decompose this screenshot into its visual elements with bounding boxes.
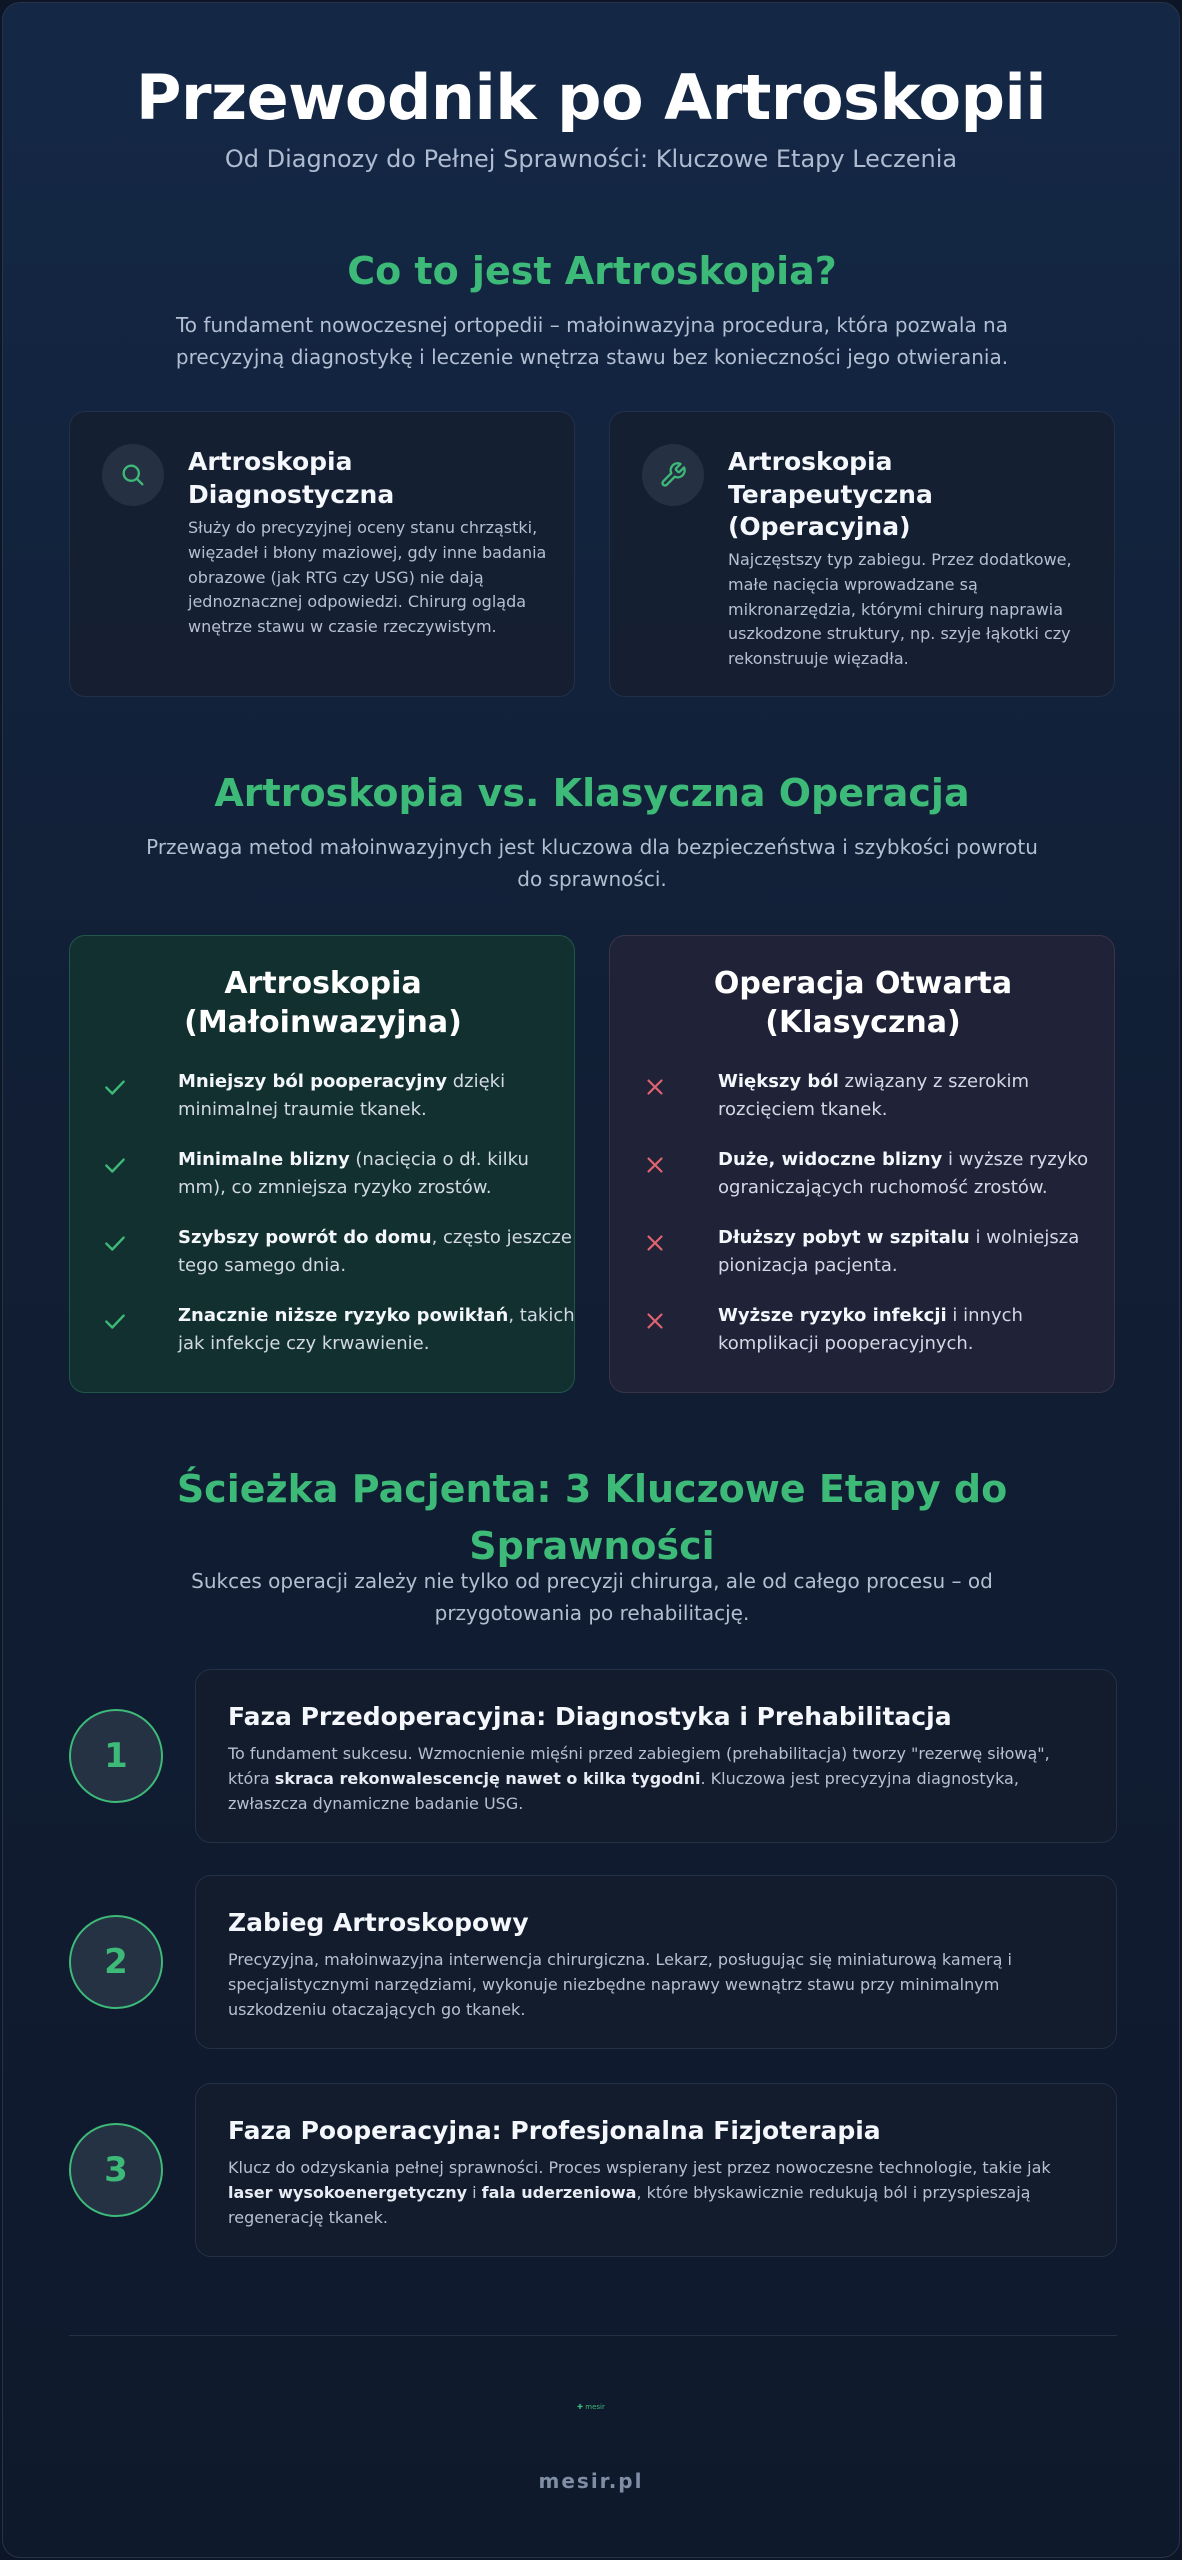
diagnostic-card — [69, 411, 575, 697]
wrench-icon — [642, 444, 704, 506]
therapeutic-card — [609, 411, 1115, 697]
step-title: Faza Przedoperacyjna: Diagnostyka i Prehabilitacja — [228, 1702, 952, 1731]
step-number-2: 2 — [69, 1915, 163, 2009]
arthroscopy-card-title: Artroskopia (Małoinwazyjna) — [184, 966, 462, 1040]
list-item — [642, 1302, 1092, 1362]
check-icon — [102, 1152, 128, 1178]
item-highlight: Dłuższy pobyt w szpitalu — [718, 1227, 970, 1248]
comparison-description: Przewaga metod małoinwazyjnych jest kluczowa dla bezpieczeństwa i szybkości powrotu do sprawności. — [146, 835, 1038, 891]
page-title: Przewodnik po Artroskopii — [136, 61, 1046, 134]
list-item — [642, 1146, 1092, 1206]
step-number-1: 1 — [69, 1709, 163, 1803]
item-highlight: Mniejszy ból pooperacyjny — [178, 1071, 448, 1092]
step-card-1 — [195, 1669, 1117, 1843]
item-text: i innych komplikacji pooperacyjnych. — [718, 1305, 1023, 1354]
step-title: Zabieg Artroskopowy — [228, 1908, 529, 1937]
search-icon — [102, 444, 164, 506]
comparison-title: Artroskopia vs. Klasyczna Operacja — [214, 771, 970, 815]
path-title: Ścieżka Pacjenta: 3 Kluczowe Etapy do Sprawności — [176, 1467, 1008, 1568]
step-number-3: 3 — [69, 2123, 163, 2217]
item-highlight: Wyższe ryzyko infekcji — [718, 1305, 947, 1326]
item-highlight: Większy ból — [718, 1071, 839, 1092]
intro-description: To fundament nowoczesnej ortopedii – małoinwazyjna procedura, która pozwala na precyzyjną diagnostykę i leczenie wnętrza stawu bez konieczności jego otwierania. — [175, 313, 1009, 369]
item-text: związany z szerokim rozcięciem tkanek. — [718, 1071, 1030, 1120]
item-highlight: Znacznie niższe ryzyko powikłań — [178, 1305, 509, 1326]
page — [2, 2, 1180, 2558]
list-item — [102, 1068, 552, 1128]
item-text: dzięki minimalnej traumie tkanek. — [178, 1071, 506, 1120]
check-icon — [102, 1074, 128, 1100]
cross-icon — [642, 1308, 668, 1334]
check-icon — [102, 1308, 128, 1334]
item-text: (nacięcia o dł. kilku mm), co zmniejsza ryzyko zrostów. — [178, 1149, 529, 1198]
item-highlight: Minimalne blizny — [178, 1149, 350, 1170]
list-item — [642, 1224, 1092, 1284]
therapeutic-card-text: Najczęstszy typ zabiegu. Przez dodatkowe, małe nacięcia wprowadzane są mikronarzędzia, którymi chirurg naprawia uszkodzone struktury, np. szyje łąkotki czy rekonstruuje więzadła. — [728, 550, 1072, 669]
footer-logo: ✚ mesir — [577, 2403, 605, 2411]
step-text: Klucz do odzyskania pełnej sprawności. Proces wspierany jest przez nowoczesne technologie, takie jak laser wysokoenergetyczny i fala uderzeniowa, które błyskawicznie redukują ból i przyspieszają regenerację tkanek. — [228, 2158, 1051, 2227]
item-text: i wolniejsza pionizacja pacjenta. — [718, 1227, 1080, 1276]
step-card-2 — [195, 1875, 1117, 2049]
list-item — [102, 1146, 552, 1206]
step-title: Faza Pooperacyjna: Profesjonalna Fizjoterapia — [228, 2116, 881, 2145]
intro-title: Co to jest Artroskopia? — [347, 249, 837, 293]
step-text: To fundament sukcesu. Wzmocnienie mięśni przed zabiegiem (prehabilitacja) tworzy "rezerwę siłową", która skraca rekonwalescencję nawet o kilka tygodni. Kluczowa jest precyzyjna diagnostyka, zwłaszcza dynamiczne badanie USG. — [228, 1744, 1050, 1813]
cross-icon — [642, 1152, 668, 1178]
open-surgery-card — [609, 935, 1115, 1393]
diagnostic-card-title: Artroskopia Diagnostyczna — [188, 447, 395, 509]
footer-brand-link[interactable]: mesir.pl — [538, 2469, 644, 2493]
footer-divider — [69, 2335, 1117, 2336]
open-surgery-card-title: Operacja Otwarta (Klasyczna) — [713, 966, 1013, 1040]
item-text: i wyższe ryzyko ograniczających ruchomość zrostów. — [718, 1149, 1089, 1198]
list-item — [642, 1068, 1092, 1128]
diagnostic-card-text: Służy do precyzyjnej oceny stanu chrząstki, więzadeł i błony maziowej, gdy inne badania obrazowe (jak RTG czy USG) nie dają jednoznacznej odpowiedzi. Chirurg ogląda wnętrze stawu w czasie rzeczywistym. — [188, 518, 547, 637]
page-subtitle: Od Diagnozy do Pełnej Sprawności: Kluczowe Etapy Leczenia — [224, 145, 958, 173]
check-icon — [102, 1230, 128, 1256]
step-card-3 — [195, 2083, 1117, 2257]
cross-icon — [642, 1230, 668, 1256]
list-item — [102, 1224, 572, 1284]
item-text: , takich jak infekcje czy krwawienie. — [178, 1305, 575, 1354]
path-description: Sukces operacji zależy nie tylko od precyzji chirurga, ale od całego procesu – od przygotowania po rehabilitację. — [191, 1569, 993, 1625]
list-item — [102, 1302, 575, 1362]
cross-icon — [642, 1074, 668, 1100]
arthroscopy-card — [69, 935, 575, 1393]
item-text: , często jeszcze tego samego dnia. — [178, 1227, 572, 1276]
therapeutic-card-title: Artroskopia Terapeutyczna (Operacyjna) — [728, 447, 933, 541]
item-highlight: Szybszy powrót do domu — [178, 1227, 432, 1248]
item-highlight: Duże, widoczne blizny — [718, 1149, 943, 1170]
step-text: Precyzyjna, małoinwazyjna interwencja chirurgiczna. Lekarz, posługując się miniaturową kamerą i specjalistycznymi narzędziami, wykonuje niezbędne naprawy wewnątrz stawu przy minimalnym uszkodzeniu otaczających go tkanek. — [228, 1950, 1012, 2019]
